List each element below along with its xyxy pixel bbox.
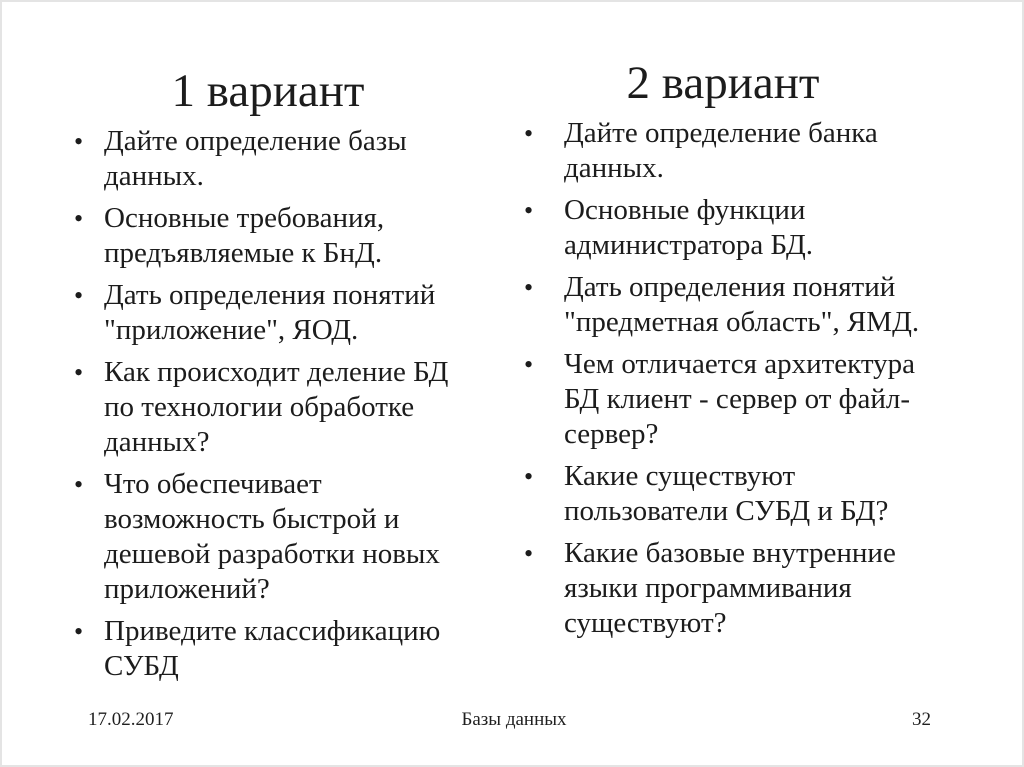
bullet-text: Дать определения понятий "приложение", ЯОД. bbox=[104, 279, 436, 346]
list-item bbox=[60, 467, 476, 607]
bullet-icon: • bbox=[74, 127, 84, 156]
bullet-text: Какие существуют пользователи СУБД и БД? bbox=[564, 460, 889, 527]
bullet-icon: • bbox=[74, 358, 84, 387]
bullet-icon: • bbox=[524, 462, 534, 491]
bullet-icon: • bbox=[524, 119, 534, 148]
bullet-icon: • bbox=[74, 470, 84, 499]
column-title-2: 2 вариант bbox=[626, 57, 820, 109]
bullet-text: Основные функции администратора БД. bbox=[564, 194, 814, 261]
list-item bbox=[505, 347, 941, 452]
bullet-text: Дайте определение базы данных. bbox=[104, 125, 407, 192]
list-item bbox=[60, 278, 476, 348]
bullet-icon: • bbox=[524, 273, 534, 302]
bullet-text: Дать определения понятий "предметная область", ЯМД. bbox=[564, 271, 920, 338]
list-item bbox=[505, 270, 941, 340]
question-list-1 bbox=[60, 124, 476, 684]
list-item bbox=[505, 193, 941, 263]
bullet-icon: • bbox=[74, 204, 84, 233]
bullet-text: Как происходит деление БД по технологии обработке данных? bbox=[104, 356, 449, 458]
bullet-text: Основные требования, предъявляемые к БнД. bbox=[104, 202, 385, 269]
list-item bbox=[505, 536, 941, 641]
list-item bbox=[60, 614, 476, 684]
bullet-icon: • bbox=[524, 539, 534, 568]
list-item bbox=[505, 116, 941, 186]
bullet-text: Чем отличается архитектура БД клиент - сервер от файл-сервер? bbox=[564, 348, 916, 450]
footer-date: 17.02.2017 bbox=[88, 709, 174, 730]
list-item bbox=[505, 459, 941, 529]
bullet-text: Дайте определение банка данных. bbox=[564, 117, 878, 184]
list-item bbox=[60, 201, 476, 271]
bullet-text: Что обеспечивает возможность быстрой и дешевой разработки новых приложений? bbox=[104, 468, 440, 605]
question-list-2 bbox=[505, 116, 941, 641]
question-column-1 bbox=[60, 64, 476, 684]
bullet-text: Какие базовые внутренние языки программивания существуют? bbox=[564, 537, 896, 639]
bullet-icon: • bbox=[74, 281, 84, 310]
column-title-1: 1 вариант bbox=[171, 65, 365, 117]
footer-title: Базы данных bbox=[461, 709, 567, 730]
list-item bbox=[60, 124, 476, 194]
question-column-2 bbox=[505, 56, 941, 641]
bullet-icon: • bbox=[524, 350, 534, 379]
bullet-text: Приведите классификацию СУБД bbox=[104, 615, 441, 682]
bullet-icon: • bbox=[74, 617, 84, 646]
slide-number: 32 bbox=[912, 709, 931, 730]
bullet-icon: • bbox=[524, 196, 534, 225]
list-item bbox=[60, 355, 476, 460]
